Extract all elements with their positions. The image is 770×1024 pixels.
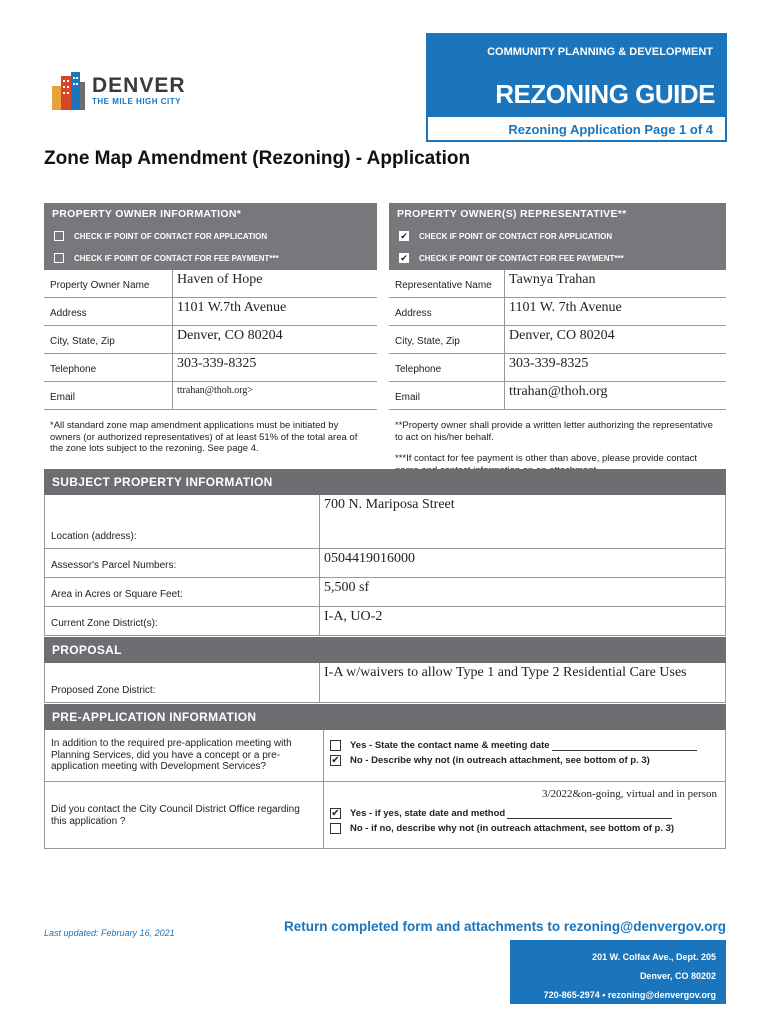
- rep-address-label: Address: [395, 308, 432, 319]
- owner-heading: PROPERTY OWNER INFORMATION*: [44, 203, 377, 226]
- rep-city-field[interactable]: Denver, CO 80204: [504, 326, 726, 353]
- proposed-district-label: Proposed Zone District:: [51, 685, 156, 696]
- owner-name-row: [44, 270, 377, 298]
- owner-phone-field[interactable]: 303-339-8325: [172, 354, 377, 381]
- district-field[interactable]: I-A, UO-2: [319, 607, 725, 635]
- district-label: Current Zone District(s):: [51, 618, 158, 629]
- q2-yes-option[interactable]: [330, 806, 719, 821]
- department-name: COMMUNITY PLANNING & DEVELOPMENT: [487, 46, 713, 58]
- guide-title: REZONING GUIDE: [495, 79, 715, 109]
- subject-property-section: [44, 469, 726, 636]
- area-row: [44, 578, 726, 607]
- district-row: [44, 607, 726, 636]
- q2-yes-label: Yes - if yes, state date and method: [350, 808, 506, 819]
- owner-contact-app-row[interactable]: [44, 226, 377, 248]
- proposed-district-field[interactable]: I-A w/waivers to allow Type 1 and Type 2 Residential Care Uses: [319, 663, 725, 702]
- guide-header-banner: [428, 35, 725, 117]
- q2-no-checkbox[interactable]: [330, 823, 341, 834]
- owner-phone-row: [44, 354, 377, 382]
- preapp-q1-text: In addition to the required pre-application meeting with Planning Services, did you have a concept or a pre-application meeting with Development Services?: [51, 738, 292, 772]
- q1-no-option[interactable]: [330, 753, 719, 768]
- q1-yes-label: Yes - State the contact name & meeting date: [350, 740, 550, 751]
- owner-address-row: [44, 298, 377, 326]
- guide-header-box: [426, 33, 727, 142]
- contact-address-box: [510, 940, 726, 1004]
- proposed-district-row: [44, 663, 726, 703]
- rep-address-row: [389, 298, 726, 326]
- location-field[interactable]: 700 N. Mariposa Street: [319, 495, 725, 548]
- q1-no-checkbox[interactable]: ✔: [331, 755, 340, 766]
- preapp-heading: PRE-APPLICATION INFORMATION: [44, 704, 726, 730]
- rep-address-field[interactable]: 1101 W. 7th Avenue: [504, 298, 726, 325]
- owner-address-field[interactable]: 1101 W.7th Avenue: [172, 298, 377, 325]
- q2-date-line[interactable]: [507, 809, 672, 819]
- rep-city-row: [389, 326, 726, 354]
- q2-date-method-value[interactable]: 3/2022&on-going, virtual and in person: [541, 788, 717, 800]
- owner-name-field[interactable]: Haven of Hope: [172, 270, 377, 297]
- rep-name-field[interactable]: Tawnya Trahan: [504, 270, 726, 297]
- proposal-section: [44, 637, 726, 703]
- rep-contact-app-checkbox[interactable]: ✔: [400, 230, 408, 241]
- rep-name-row: [389, 270, 726, 298]
- rep-email-label: Email: [395, 392, 421, 403]
- preapp-q1-answers: [323, 730, 725, 781]
- rep-contact-app-row[interactable]: [389, 226, 726, 248]
- preapp-q2-text: Did you contact the City Council District Office regarding this application ?: [51, 804, 300, 827]
- rep-fee-row[interactable]: [389, 248, 726, 270]
- q1-no-label: No - Describe why not (in outreach attachment, see bottom of p. 3): [350, 755, 650, 766]
- rep-authorization-note: **Property owner shall provide a written letter authorizing the representative to act on his/her behalf.: [395, 420, 713, 443]
- rep-fee-checkbox[interactable]: ✔: [400, 252, 408, 263]
- preapp-q1-row: [44, 730, 726, 782]
- rep-phone-label: Telephone: [395, 364, 442, 375]
- rep-name-label: Representative Name: [395, 280, 492, 291]
- location-label: Location (address):: [51, 531, 137, 542]
- page-indicator: Rezoning Application Page 1 of 4: [508, 122, 713, 137]
- owner-address-label: Address: [50, 308, 87, 319]
- denver-logo: [52, 72, 192, 112]
- q1-contact-line[interactable]: [552, 741, 697, 751]
- preapp-q2-row: [44, 782, 726, 849]
- owner-city-field[interactable]: Denver, CO 80204: [172, 326, 377, 353]
- owner-fee-checkbox[interactable]: [54, 253, 64, 263]
- parcel-label: Assessor's Parcel Numbers:: [51, 560, 177, 571]
- rep-phone-row: [389, 354, 726, 382]
- owner-name-label: Property Owner Name: [50, 280, 150, 291]
- subject-property-heading: SUBJECT PROPERTY INFORMATION: [44, 469, 726, 495]
- owner-city-row: [44, 326, 377, 354]
- q1-yes-checkbox[interactable]: [330, 740, 341, 751]
- contact-line: 720-865-2974 • rezoning@denvergov.org: [543, 990, 716, 1000]
- rep-email-row: [389, 382, 726, 410]
- area-field[interactable]: 5,500 sf: [319, 578, 725, 606]
- address-line-1: 201 W. Colfax Ave., Dept. 205: [592, 952, 716, 962]
- representative-notes: [389, 410, 726, 476]
- return-instructions: Return completed form and attachments to rezoning@denvergov.org: [284, 919, 726, 934]
- owner-contact-app-label: CHECK IF POINT OF CONTACT FOR APPLICATION: [74, 232, 268, 241]
- owner-email-row: [44, 382, 377, 410]
- representative-heading: PROPERTY OWNER(S) REPRESENTATIVE**: [389, 203, 726, 226]
- logo-tagline: THE MILE HIGH CITY: [92, 97, 181, 106]
- owner-note-text: *All standard zone map amendment applications must be initiated by owners (or authorized representatives) of at least 51% of the total area of the zone lots subject to the rezoning. See page 4.: [50, 420, 358, 454]
- location-row: [44, 495, 726, 549]
- last-updated: Last updated: February 16, 2021: [44, 928, 175, 938]
- proposal-heading: PROPOSAL: [44, 637, 726, 663]
- address-line-2: Denver, CO 80202: [639, 971, 716, 981]
- denver-logo-mark-icon: [52, 72, 85, 110]
- form-title: Zone Map Amendment (Rezoning) - Application: [44, 148, 471, 169]
- owner-note: [44, 410, 377, 455]
- owner-email-field[interactable]: ttrahan@thoh.org>: [172, 382, 377, 409]
- parcel-field[interactable]: 0504419016000: [319, 549, 725, 577]
- owner-fee-row[interactable]: [44, 248, 377, 270]
- q2-no-label: No - if no, describe why not (in outreach attachment, see bottom of p. 3): [350, 823, 675, 834]
- rep-phone-field[interactable]: 303-339-8325: [504, 354, 726, 381]
- owner-section: [44, 203, 377, 455]
- owner-phone-label: Telephone: [50, 364, 97, 375]
- rep-city-label: City, State, Zip: [395, 336, 460, 347]
- q1-yes-option[interactable]: [330, 738, 719, 753]
- area-label: Area in Acres or Square Feet:: [51, 589, 183, 600]
- owner-contact-app-checkbox[interactable]: [54, 231, 64, 241]
- owner-fee-label: CHECK IF POINT OF CONTACT FOR FEE PAYMENT***: [74, 254, 279, 263]
- rep-fee-label: CHECK IF POINT OF CONTACT FOR FEE PAYMENT***: [419, 254, 624, 263]
- parcel-row: [44, 549, 726, 578]
- preapp-q2-answers: [323, 782, 725, 848]
- owner-city-label: City, State, Zip: [50, 336, 115, 347]
- fee-contact-note: ***If contact for fee payment is other than above, please provide contact: [395, 453, 698, 464]
- q2-yes-checkbox[interactable]: ✔: [331, 808, 340, 819]
- representative-section: [389, 203, 726, 476]
- rep-email-field[interactable]: ttrahan@thoh.org: [504, 382, 726, 409]
- q2-no-option[interactable]: [330, 821, 719, 836]
- logo-wordmark: DENVER: [92, 74, 186, 97]
- rep-contact-app-label: CHECK IF POINT OF CONTACT FOR APPLICATION: [419, 232, 613, 241]
- owner-email-label: Email: [50, 392, 76, 403]
- preapp-section: [44, 704, 726, 849]
